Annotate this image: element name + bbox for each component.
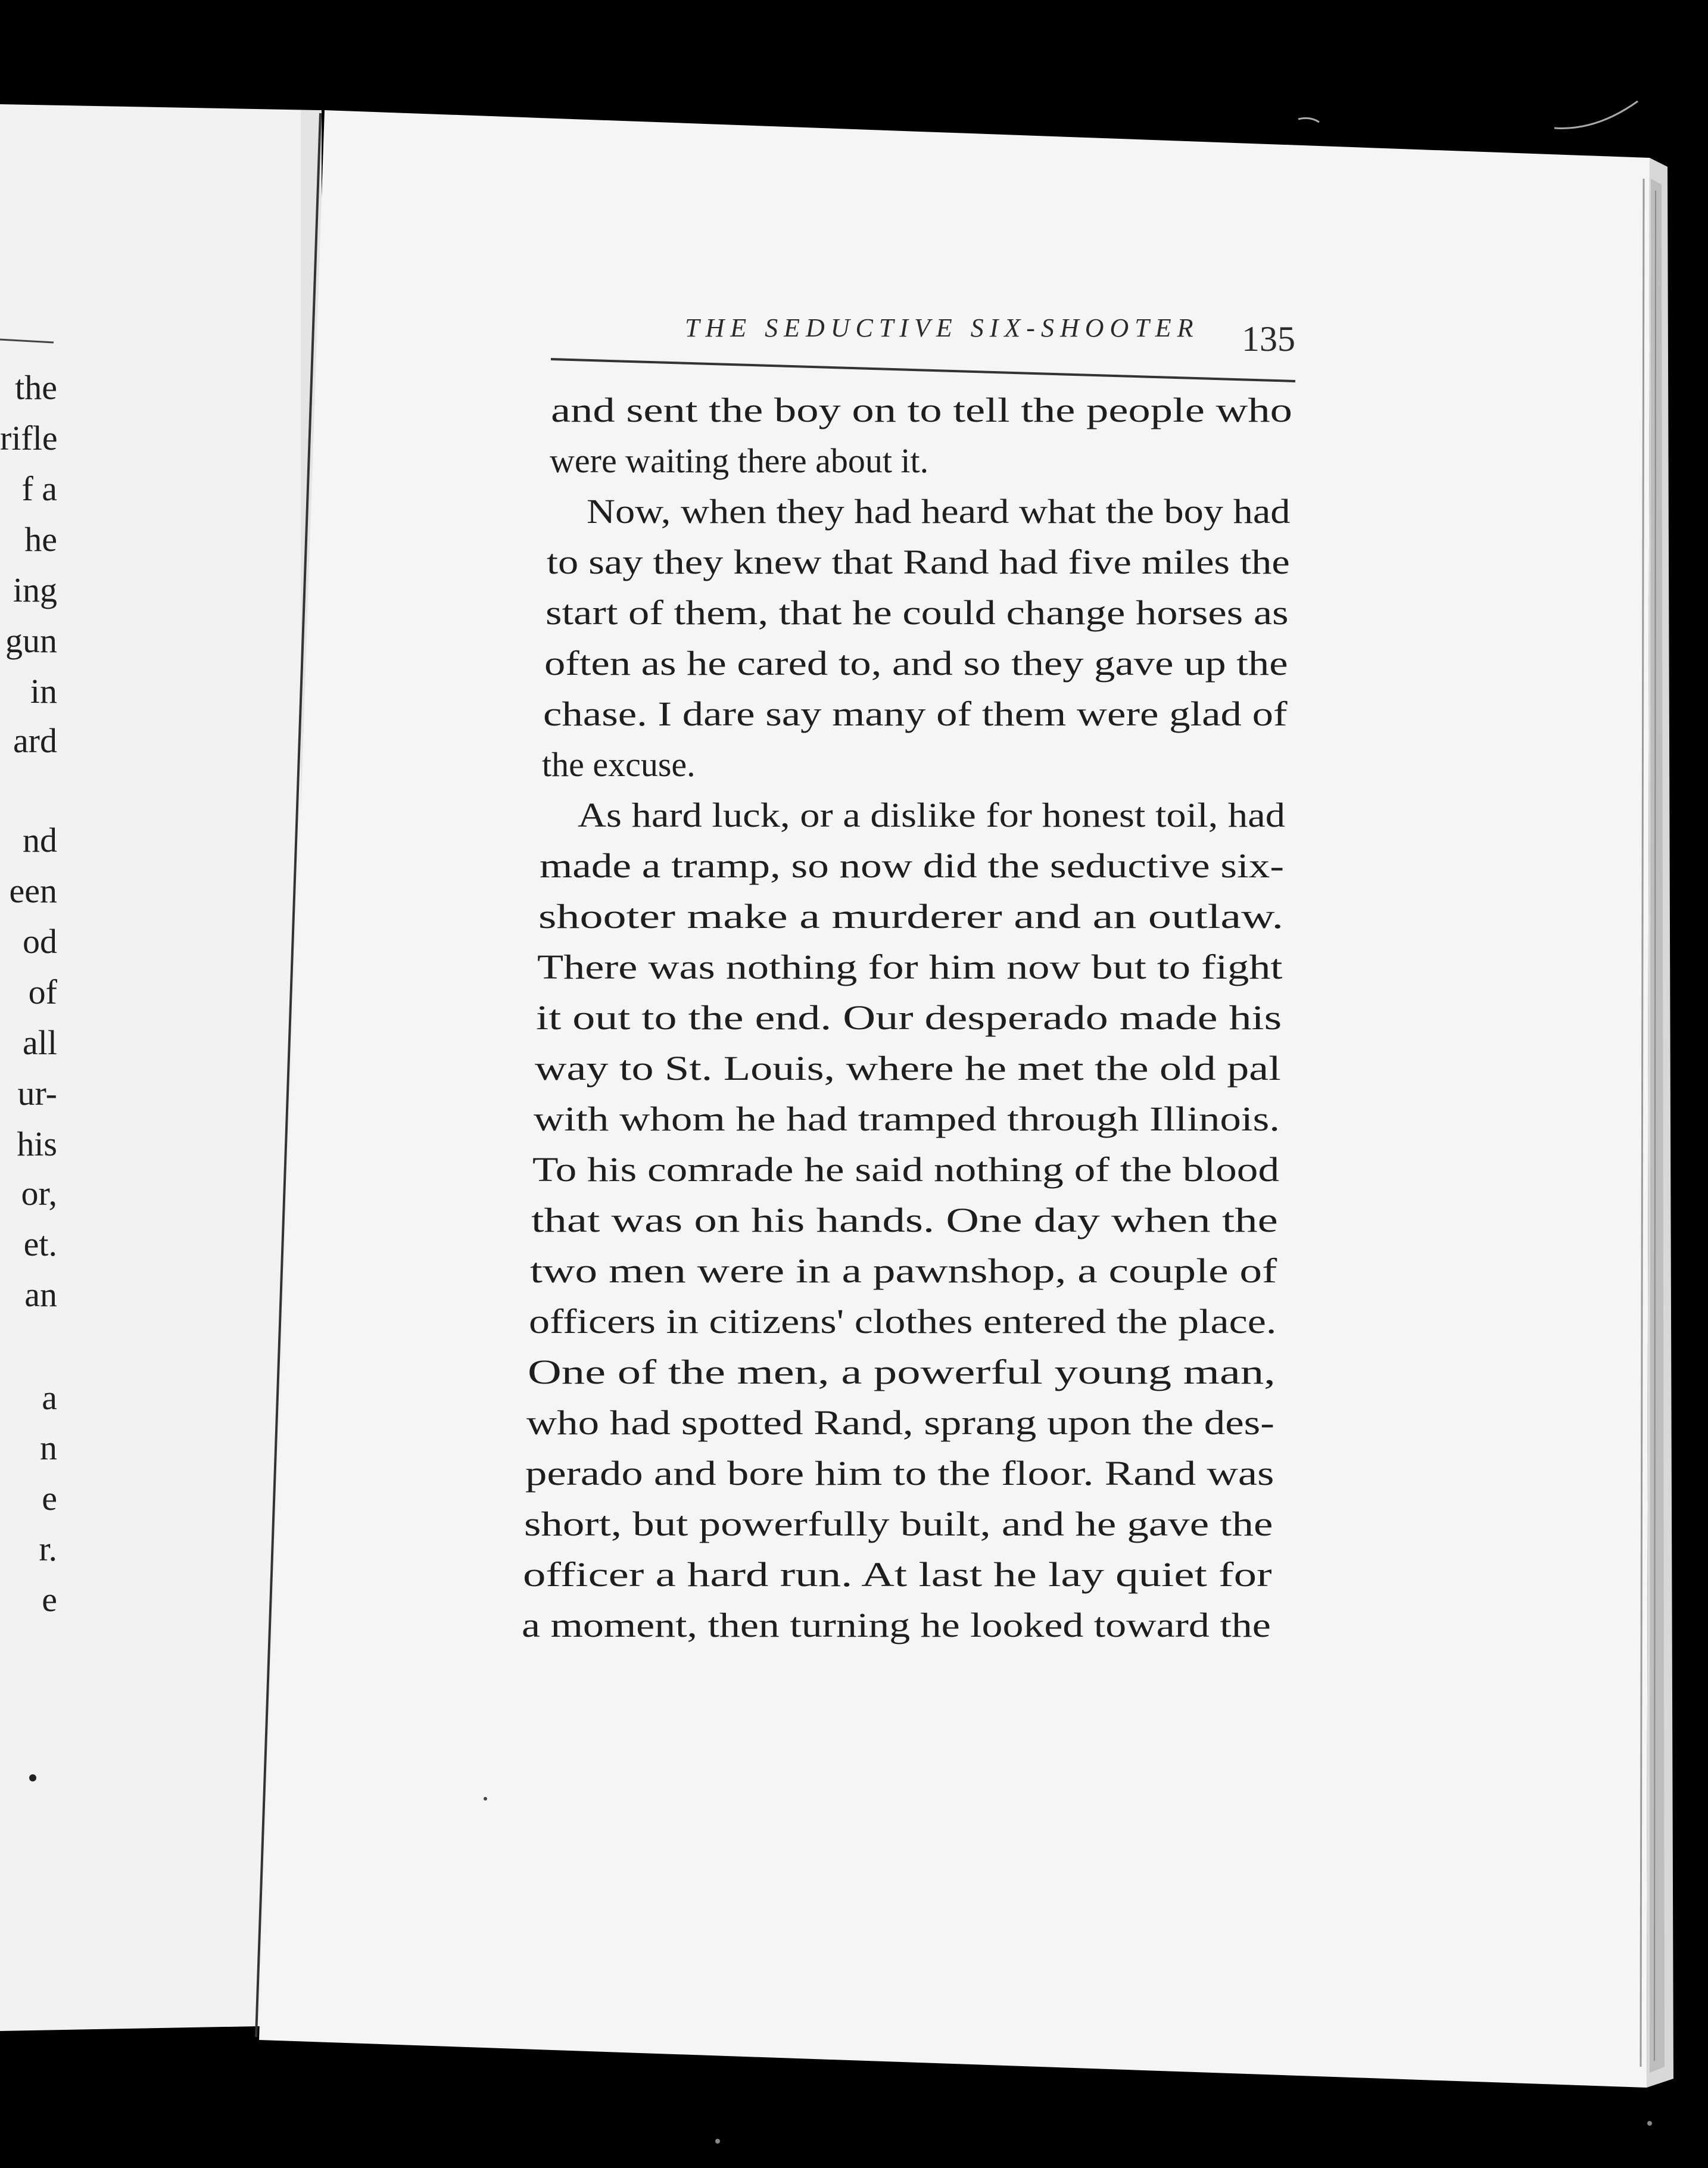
text-line: short, but powerfully built, and he gave the [524,1504,1273,1543]
text-line: start of them, that he could change horses as [546,593,1289,632]
text-line: the excuse. [542,745,696,784]
text-line: were waiting there about it. [550,441,929,480]
left-fragment: n [40,1428,57,1467]
text-line: chase. I dare say many of them were glad of [543,694,1288,733]
text-line: and sent the boy on to tell the people who [551,391,1292,429]
left-fragment: ing [13,571,57,609]
left-fragment: ard [13,721,57,760]
text-line: who had spotted Rand, sprang upon the des- [526,1403,1274,1442]
running-head: THE SEDUCTIVE SIX-SHOOTER [685,313,1199,342]
text-line: As hard luck, or a dislike for honest toil, had [578,796,1285,834]
left-fragment: e [42,1580,57,1619]
text-line: officer a hard run. At last he lay quiet for [523,1555,1272,1594]
text-line: a moment, then turning he looked toward the [522,1606,1271,1644]
left-fragment: een [9,871,57,910]
left-fragment: in [30,672,57,711]
left-fragment: of [28,973,57,1011]
left-fragment: nd [23,821,57,859]
text-line: it out to the end. Our desperado made his [536,998,1282,1037]
text-line: officers in citizens' clothes entered the place. [529,1302,1277,1341]
text-line: with whom he had tramped through Illinois. [534,1099,1280,1138]
left-fragment: an [24,1275,57,1314]
left-fragment: ur- [17,1074,57,1113]
left-fragment: et. [23,1225,57,1263]
left-fragment: the [15,368,57,407]
left-fragment: r. [39,1530,57,1568]
left-fragment: rifle [0,419,58,457]
text-line: way to St. Louis, where he met the old pal [535,1049,1281,1088]
left-fragment: or, [21,1174,57,1213]
text-line: One of the men, a powerful young man, [528,1353,1276,1391]
page-number: 135 [1242,319,1295,359]
left-fragment: gun [5,621,57,660]
text-line: that was on his hands. One day when the [531,1201,1278,1239]
text-line: two men were in a pawnshop, a couple of [530,1251,1277,1290]
left-fragment: e [42,1479,57,1518]
left-fragment: his [17,1125,57,1163]
left-fragment: a [42,1378,57,1417]
left-fragment: all [23,1023,57,1062]
text-line: There was nothing for him now but to fight [537,948,1283,986]
text-line: Now, when they had heard what the boy had [587,492,1291,531]
text-line: to say they knew that Rand had five miles the [547,543,1290,581]
left-fragment: od [23,922,57,961]
left-fragment: he [24,520,57,559]
text-line: To his comrade he said nothing of the blood [532,1150,1280,1189]
text-line: perado and bore him to the floor. Rand was [525,1454,1274,1493]
text-line: shooter make a murderer and an outlaw. [538,897,1283,936]
text-line: made a tramp, so now did the seductive six- [540,846,1285,885]
left-fragment: f a [21,469,57,508]
text-line: often as he cared to, and so they gave up the [544,644,1288,683]
